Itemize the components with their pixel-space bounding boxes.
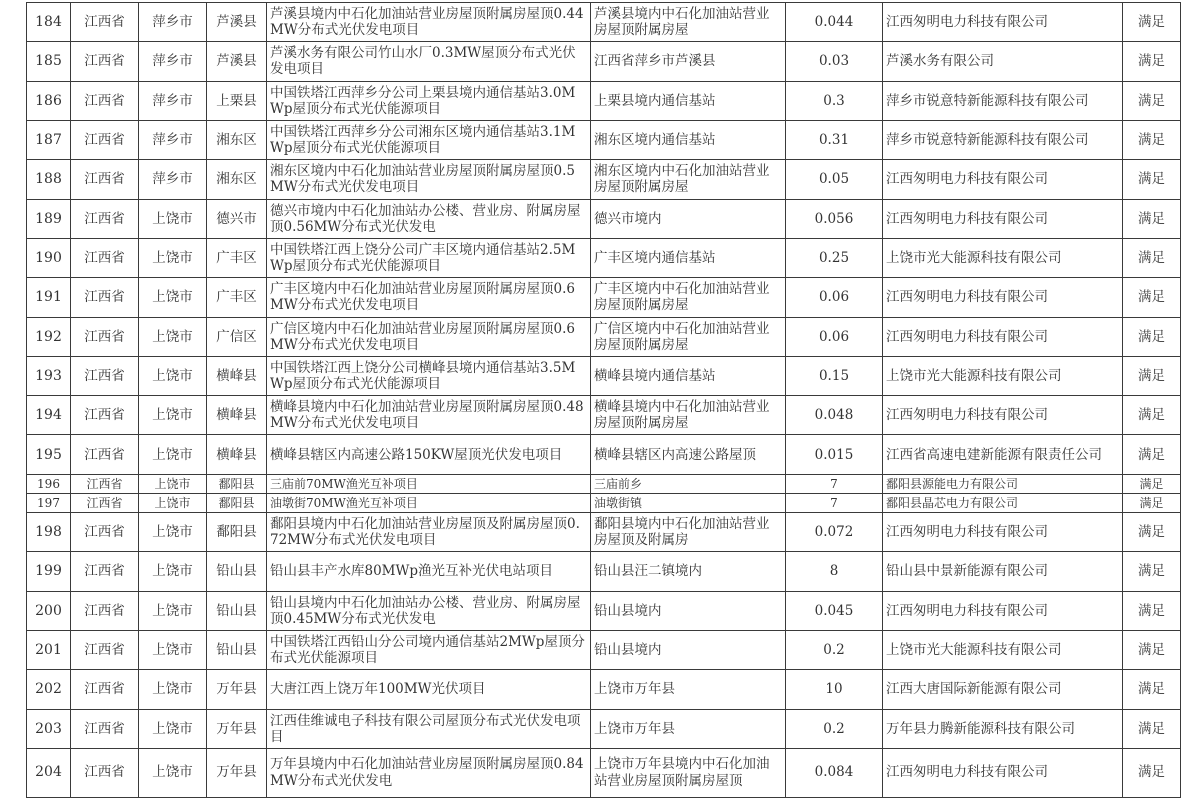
city-cell: 上饶市 [139, 199, 207, 238]
capacity-cell: 0.084 [786, 748, 883, 797]
province-cell: 江西省 [71, 396, 139, 435]
table-row [27, 278, 1181, 317]
table-row [27, 670, 1181, 709]
city-cell: 萍乡市 [139, 42, 207, 81]
capacity-cell: 7 [786, 474, 883, 493]
location-cell: 三庙前乡 [591, 474, 786, 493]
company-cell: 萍乡市锐意特新能源科技有限公司 [883, 81, 1123, 120]
company-cell: 江西匆明电力科技有限公司 [883, 278, 1123, 317]
county-cell: 德兴市 [207, 199, 267, 238]
company-cell: 江西匆明电力科技有限公司 [883, 3, 1123, 42]
county-cell: 鄱阳县 [207, 513, 267, 552]
location-cell: 芦溪县境内中石化加油站营业房屋顶附属房屋 [591, 3, 786, 42]
row-number: 200 [27, 591, 71, 630]
capacity-cell: 10 [786, 670, 883, 709]
capacity-cell: 0.044 [786, 3, 883, 42]
capacity-cell: 0.05 [786, 160, 883, 199]
project-table [26, 2, 1181, 798]
location-cell: 横峰县境内中石化加油站营业房屋顶附属房屋 [591, 396, 786, 435]
project-name-cell: 中国铁塔江西铅山分公司境内通信基站2MWp屋顶分布式光伏能源项目 [267, 630, 591, 669]
project-name-cell: 鄱阳县境内中石化加油站营业房屋顶及附属房屋顶0.72MW分布式光伏发电项目 [267, 513, 591, 552]
company-cell: 上饶市光大能源科技有限公司 [883, 356, 1123, 395]
table-row [27, 238, 1181, 277]
province-cell: 江西省 [71, 199, 139, 238]
county-cell: 芦溪县 [207, 3, 267, 42]
province-cell: 江西省 [71, 3, 139, 42]
county-cell: 万年县 [207, 709, 267, 748]
table-row [27, 396, 1181, 435]
county-cell: 万年县 [207, 670, 267, 709]
city-cell: 上饶市 [139, 709, 207, 748]
location-cell: 湘东区境内通信基站 [591, 120, 786, 159]
company-cell: 鄱阳县源能电力有限公司 [883, 474, 1123, 493]
row-number: 203 [27, 709, 71, 748]
table-row [27, 317, 1181, 356]
table-row [27, 474, 1181, 493]
company-cell: 江西匆明电力科技有限公司 [883, 513, 1123, 552]
city-cell: 上饶市 [139, 356, 207, 395]
table-row [27, 630, 1181, 669]
row-number: 186 [27, 81, 71, 120]
status-cell: 满足 [1123, 709, 1181, 748]
status-cell: 满足 [1123, 435, 1181, 474]
company-cell: 鄱阳县晶芯电力有限公司 [883, 493, 1123, 512]
project-name-cell: 中国铁塔江西上饶分公司广丰区境内通信基站2.5MWp屋顶分布式光伏能源项目 [267, 238, 591, 277]
city-cell: 上饶市 [139, 396, 207, 435]
province-cell: 江西省 [71, 238, 139, 277]
table-row [27, 493, 1181, 512]
county-cell: 万年县 [207, 748, 267, 797]
city-cell: 上饶市 [139, 630, 207, 669]
status-cell: 满足 [1123, 513, 1181, 552]
row-number: 202 [27, 670, 71, 709]
province-cell: 江西省 [71, 356, 139, 395]
status-cell: 满足 [1123, 474, 1181, 493]
project-name-cell: 中国铁塔江西萍乡分公司上栗县境内通信基站3.0MWp屋顶分布式光伏能源项目 [267, 81, 591, 120]
status-cell: 满足 [1123, 630, 1181, 669]
county-cell: 广信区 [207, 317, 267, 356]
table-row [27, 552, 1181, 591]
city-cell: 萍乡市 [139, 120, 207, 159]
location-cell: 铅山县汪二镇境内 [591, 552, 786, 591]
location-cell: 江西省萍乡市芦溪县 [591, 42, 786, 81]
table-row [27, 709, 1181, 748]
status-cell: 满足 [1123, 356, 1181, 395]
location-cell: 鄱阳县境内中石化加油站营业房屋顶及附属房 [591, 513, 786, 552]
status-cell: 满足 [1123, 396, 1181, 435]
province-cell: 江西省 [71, 513, 139, 552]
project-name-cell: 广信区境内中石化加油站营业房屋顶附属房屋顶0.6MW分布式光伏发电项目 [267, 317, 591, 356]
row-number: 195 [27, 435, 71, 474]
table-row [27, 356, 1181, 395]
status-cell: 满足 [1123, 120, 1181, 159]
city-cell: 上饶市 [139, 474, 207, 493]
row-number: 192 [27, 317, 71, 356]
row-number: 190 [27, 238, 71, 277]
capacity-cell: 0.072 [786, 513, 883, 552]
county-cell: 湘东区 [207, 160, 267, 199]
row-number: 199 [27, 552, 71, 591]
status-cell: 满足 [1123, 317, 1181, 356]
capacity-cell: 0.045 [786, 591, 883, 630]
city-cell: 上饶市 [139, 317, 207, 356]
city-cell: 萍乡市 [139, 81, 207, 120]
status-cell: 满足 [1123, 160, 1181, 199]
capacity-cell: 0.015 [786, 435, 883, 474]
status-cell: 满足 [1123, 238, 1181, 277]
status-cell: 满足 [1123, 81, 1181, 120]
row-number: 194 [27, 396, 71, 435]
county-cell: 广丰区 [207, 278, 267, 317]
company-cell: 江西匆明电力科技有限公司 [883, 199, 1123, 238]
city-cell: 萍乡市 [139, 3, 207, 42]
county-cell: 湘东区 [207, 120, 267, 159]
location-cell: 德兴市境内 [591, 199, 786, 238]
table-row [27, 160, 1181, 199]
status-cell: 满足 [1123, 748, 1181, 797]
project-name-cell: 铅山县境内中石化加油站办公楼、营业房、附属房屋顶0.45MW分布式光伏发电 [267, 591, 591, 630]
project-name-cell: 中国铁塔江西萍乡分公司湘东区境内通信基站3.1MWp屋顶分布式光伏能源项目 [267, 120, 591, 159]
province-cell: 江西省 [71, 630, 139, 669]
row-number: 191 [27, 278, 71, 317]
table-row [27, 3, 1181, 42]
province-cell: 江西省 [71, 591, 139, 630]
row-number: 201 [27, 630, 71, 669]
city-cell: 上饶市 [139, 748, 207, 797]
county-cell: 铅山县 [207, 630, 267, 669]
location-cell: 横峰县辖区内高速公路屋顶 [591, 435, 786, 474]
table-row [27, 42, 1181, 81]
project-name-cell: 横峰县辖区内高速公路150KW屋顶光伏发电项目 [267, 435, 591, 474]
table-row [27, 435, 1181, 474]
city-cell: 上饶市 [139, 435, 207, 474]
location-cell: 油墩街镇 [591, 493, 786, 512]
status-cell: 满足 [1123, 42, 1181, 81]
county-cell: 横峰县 [207, 396, 267, 435]
row-number: 204 [27, 748, 71, 797]
status-cell: 满足 [1123, 278, 1181, 317]
company-cell: 江西匆明电力科技有限公司 [883, 160, 1123, 199]
county-cell: 鄱阳县 [207, 474, 267, 493]
city-cell: 上饶市 [139, 552, 207, 591]
company-cell: 江西匆明电力科技有限公司 [883, 748, 1123, 797]
row-number: 196 [27, 474, 71, 493]
county-cell: 芦溪县 [207, 42, 267, 81]
capacity-cell: 0.2 [786, 709, 883, 748]
row-number: 184 [27, 3, 71, 42]
location-cell: 湘东区境内中石化加油站营业房屋顶附属房屋 [591, 160, 786, 199]
project-name-cell: 芦溪县境内中石化加油站营业房屋顶附属房屋顶0.44MW分布式光伏发电项目 [267, 3, 591, 42]
province-cell: 江西省 [71, 709, 139, 748]
location-cell: 上饶市万年县境内中石化加油站营业房屋顶附属房屋顶 [591, 748, 786, 797]
project-name-cell: 大唐江西上饶万年100MW光伏项目 [267, 670, 591, 709]
province-cell: 江西省 [71, 435, 139, 474]
location-cell: 上饶市万年县 [591, 709, 786, 748]
company-cell: 铅山县中景新能源有限公司 [883, 552, 1123, 591]
county-cell: 横峰县 [207, 356, 267, 395]
status-cell: 满足 [1123, 670, 1181, 709]
table-row [27, 748, 1181, 797]
location-cell: 铅山县境内 [591, 630, 786, 669]
company-cell: 芦溪水务有限公司 [883, 42, 1123, 81]
company-cell: 上饶市光大能源科技有限公司 [883, 630, 1123, 669]
company-cell: 萍乡市锐意特新能源科技有限公司 [883, 120, 1123, 159]
company-cell: 江西大唐国际新能源有限公司 [883, 670, 1123, 709]
capacity-cell: 0.3 [786, 81, 883, 120]
project-name-cell: 油墩街70MW渔光互补项目 [267, 493, 591, 512]
company-cell: 江西匆明电力科技有限公司 [883, 317, 1123, 356]
row-number: 193 [27, 356, 71, 395]
project-name-cell: 铅山县丰产水库80MWp渔光互补光伏电站项目 [267, 552, 591, 591]
province-cell: 江西省 [71, 317, 139, 356]
table-row [27, 591, 1181, 630]
row-number: 187 [27, 120, 71, 159]
province-cell: 江西省 [71, 120, 139, 159]
province-cell: 江西省 [71, 493, 139, 512]
province-cell: 江西省 [71, 81, 139, 120]
row-number: 188 [27, 160, 71, 199]
project-name-cell: 江西佳维诚电子科技有限公司屋顶分布式光伏发电项目 [267, 709, 591, 748]
capacity-cell: 0.06 [786, 278, 883, 317]
capacity-cell: 0.048 [786, 396, 883, 435]
company-cell: 上饶市光大能源科技有限公司 [883, 238, 1123, 277]
province-cell: 江西省 [71, 474, 139, 493]
province-cell: 江西省 [71, 42, 139, 81]
city-cell: 上饶市 [139, 493, 207, 512]
location-cell: 铅山县境内 [591, 591, 786, 630]
capacity-cell: 0.2 [786, 630, 883, 669]
county-cell: 铅山县 [207, 552, 267, 591]
status-cell: 满足 [1123, 493, 1181, 512]
status-cell: 满足 [1123, 591, 1181, 630]
project-name-cell: 广丰区境内中石化加油站营业房屋顶附属房屋顶0.6MW分布式光伏发电项目 [267, 278, 591, 317]
company-cell: 万年县力腾新能源科技有限公司 [883, 709, 1123, 748]
location-cell: 广信区境内中石化加油站营业房屋顶附属房屋 [591, 317, 786, 356]
province-cell: 江西省 [71, 748, 139, 797]
project-name-cell: 德兴市境内中石化加油站办公楼、营业房、附属房屋顶0.56MW分布式光伏发电 [267, 199, 591, 238]
city-cell: 上饶市 [139, 278, 207, 317]
table-row [27, 199, 1181, 238]
county-cell: 广丰区 [207, 238, 267, 277]
city-cell: 上饶市 [139, 591, 207, 630]
capacity-cell: 7 [786, 493, 883, 512]
company-cell: 江西匆明电力科技有限公司 [883, 396, 1123, 435]
location-cell: 广丰区境内通信基站 [591, 238, 786, 277]
city-cell: 上饶市 [139, 238, 207, 277]
location-cell: 横峰县境内通信基站 [591, 356, 786, 395]
table-row [27, 81, 1181, 120]
project-name-cell: 芦溪水务有限公司竹山水厂0.3MW屋顶分布式光伏发电项目 [267, 42, 591, 81]
capacity-cell: 0.15 [786, 356, 883, 395]
province-cell: 江西省 [71, 670, 139, 709]
location-cell: 上饶市万年县 [591, 670, 786, 709]
project-name-cell: 三庙前70MW渔光互补项目 [267, 474, 591, 493]
row-number: 198 [27, 513, 71, 552]
city-cell: 上饶市 [139, 513, 207, 552]
project-name-cell: 万年县境内中石化加油站营业房屋顶附属房屋顶0.84MW分布式光伏发电 [267, 748, 591, 797]
row-number: 197 [27, 493, 71, 512]
capacity-cell: 0.056 [786, 199, 883, 238]
county-cell: 鄱阳县 [207, 493, 267, 512]
project-name-cell: 湘东区境内中石化加油站营业房屋顶附属房屋顶0.5MW分布式光伏发电项目 [267, 160, 591, 199]
province-cell: 江西省 [71, 160, 139, 199]
capacity-cell: 8 [786, 552, 883, 591]
capacity-cell: 0.06 [786, 317, 883, 356]
location-cell: 上栗县境内通信基站 [591, 81, 786, 120]
status-cell: 满足 [1123, 199, 1181, 238]
city-cell: 萍乡市 [139, 160, 207, 199]
table-row [27, 120, 1181, 159]
row-number: 189 [27, 199, 71, 238]
status-cell: 满足 [1123, 552, 1181, 591]
county-cell: 上栗县 [207, 81, 267, 120]
location-cell: 广丰区境内中石化加油站营业房屋顶附属房屋 [591, 278, 786, 317]
county-cell: 铅山县 [207, 591, 267, 630]
project-name-cell: 中国铁塔江西上饶分公司横峰县境内通信基站3.5MWp屋顶分布式光伏能源项目 [267, 356, 591, 395]
city-cell: 上饶市 [139, 670, 207, 709]
table-row [27, 513, 1181, 552]
project-name-cell: 横峰县境内中石化加油站营业房屋顶附属房屋顶0.48MW分布式光伏发电项目 [267, 396, 591, 435]
capacity-cell: 0.25 [786, 238, 883, 277]
capacity-cell: 0.31 [786, 120, 883, 159]
row-number: 185 [27, 42, 71, 81]
capacity-cell: 0.03 [786, 42, 883, 81]
status-cell: 满足 [1123, 3, 1181, 42]
province-cell: 江西省 [71, 552, 139, 591]
county-cell: 横峰县 [207, 435, 267, 474]
province-cell: 江西省 [71, 278, 139, 317]
company-cell: 江西省高速电建新能源有限责任公司 [883, 435, 1123, 474]
company-cell: 江西匆明电力科技有限公司 [883, 591, 1123, 630]
